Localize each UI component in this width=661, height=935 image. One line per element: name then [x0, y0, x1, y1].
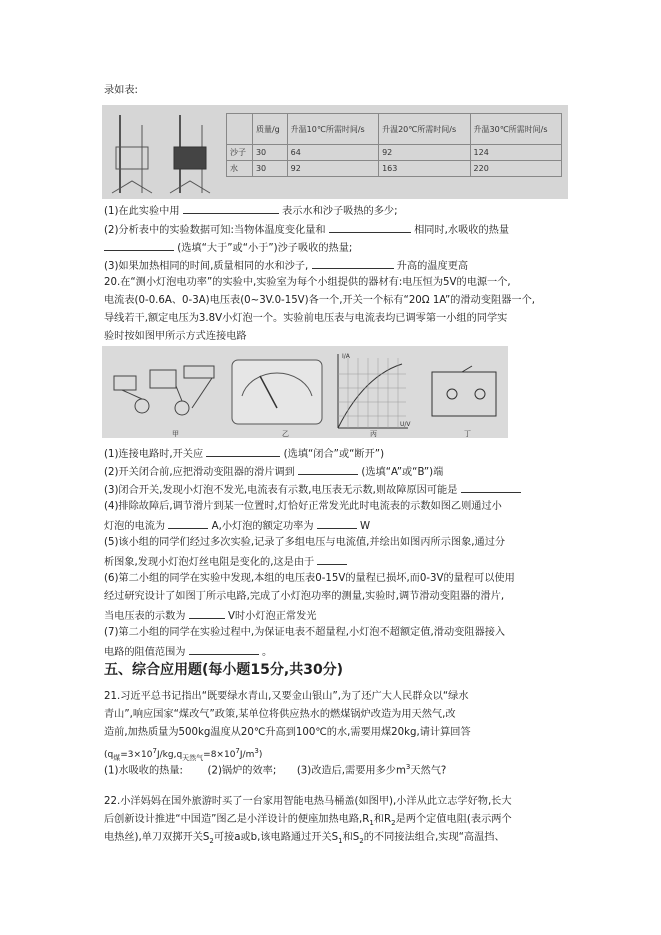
q20-figure-photo [102, 346, 508, 438]
q20-part5: (5)该小组的同学们经过多次实验,记录了多组电压与电流值,并绘出如图丙所示图象,通过分 [104, 537, 506, 548]
q20-text: 析图象,发现小灯泡灯丝电阻是变化的,这是由于 [104, 557, 315, 568]
q20-part4: (4)排除故障后,调节滑片到某一位置时,灯恰好正常发光此时电流表的示数如图乙则通过小 [104, 501, 502, 512]
q19-experiment-photo [102, 105, 568, 199]
answer-blank[interactable] [329, 222, 411, 233]
q21-line: 造前,加热质量为500kg温度从20℃升高到100℃的水,需要用煤20kg,请计算回答 [104, 727, 471, 738]
answer-blank[interactable] [189, 608, 225, 619]
q20-text: (1)连接电路时,开关应 [104, 449, 204, 460]
answer-blank[interactable] [206, 446, 280, 457]
const-text: 煤 [113, 753, 121, 762]
section-heading: 五、综合应用题(每小题15分,共30分) [104, 662, 344, 678]
table-cell: 124 [470, 145, 561, 161]
intro-text: 录如表: [104, 85, 138, 96]
answer-blank[interactable] [189, 644, 259, 655]
q22-text: 后创新设计推进“中国造”图乙是小洋设计的便座加热电路,R [104, 814, 370, 825]
answer-blank[interactable] [104, 240, 174, 251]
table-header-row [227, 114, 562, 145]
q20-line: 导线若干,额定电压为3.8V小灯泡一个。实验前电压表与电流表均已调零第一小组的同学实 [104, 313, 508, 324]
q21-text: (1)水吸收的热量: [104, 765, 183, 777]
q19-part2 [104, 222, 509, 238]
q19-p1-text: (1)在此实验中用 [104, 206, 180, 217]
const-text: 7 [152, 747, 157, 755]
q21-text: 天然气? [410, 765, 447, 777]
table-header-cell: 升温10℃所需时间/s [287, 114, 378, 145]
q20-text: 电路的阻值范围为 [104, 647, 186, 658]
q20-part6-cont: 经过研究设计了如图丁所示电路,完成了小灯泡功率的测量,实验时,调节滑动变阻器的滑片, [104, 591, 505, 602]
const-text: (q [104, 750, 114, 760]
q20-text: (选填“闭合”或“断开”) [283, 449, 385, 460]
q20-part7: (7)第二小组的同学在实验过程中,为保证电表不超量程,小灯泡不超额定值,滑动变阻器接入 [104, 627, 506, 638]
circuit-ding-icon [432, 366, 496, 416]
fig-label-yi: 乙 [282, 430, 289, 438]
q19-part3 [104, 258, 468, 274]
table-cell: 220 [470, 161, 561, 177]
axis-i-label: I/A [342, 353, 350, 360]
ammeter-yi-icon [232, 360, 322, 424]
q20-part4-cont [104, 518, 370, 534]
table-cell: 92 [379, 145, 470, 161]
q20-line: 电流表(0-0.6A、0-3A)电压表(0~3V.0-15V)各一个,开关一个标有“20Ω 1A”的滑动变阻器一个, [104, 295, 536, 306]
q19-p3-text: (3)如果加热相同的时间,质量相同的水和沙子, [104, 261, 309, 272]
q19-p2-text: 相同时,水吸收的热量 [414, 225, 510, 236]
answer-blank[interactable] [317, 554, 347, 565]
q20-text: (选填“A”或“B”)端 [361, 467, 444, 478]
q22-line2 [104, 813, 512, 830]
q20-part7-cont [104, 644, 272, 660]
q22-text: 1 [369, 819, 374, 828]
const-text: ) [258, 750, 263, 760]
q22-text: 2 [391, 819, 396, 828]
table-row [227, 145, 562, 161]
q20-text: (3)闭合开关,发现小灯泡不发光,电流表有示数,电压表无示数,则故障原因可能是 [104, 485, 458, 496]
q20-line: 20.在“测小灯泡电功率”的实验中,实验室为每个小组提供的器材有:电压恒为5V的电源一个, [104, 277, 511, 288]
table-header-cell: 质量/g [252, 114, 287, 145]
q21-text: (2)锅炉的效率; [207, 765, 277, 777]
q22-text: 的不同接法组合,实现“高温挡、 [363, 832, 505, 843]
q21-line: 21.习近平总书记指出“既要绿水青山,又要金山银山”,为了还广大人民群众以“绿水 [104, 691, 469, 702]
q20-text: 当电压表的示数为 [104, 611, 186, 622]
q19-p2-text: (2)分析表中的实验数据可知:当物体温度变化量和 [104, 225, 326, 236]
q22-text: 2 [209, 837, 214, 846]
q20-part2 [104, 464, 443, 480]
table-row [227, 161, 562, 177]
q20-line: 验时按如图甲所示方式连接电路 [104, 331, 247, 342]
q22-text: 可接a或b,该电路通过开关S [213, 832, 339, 843]
q19-p1-text: 表示水和沙子吸热的多少; [282, 206, 398, 217]
q20-part5-cont [104, 554, 347, 570]
q21-subquestions [104, 760, 446, 778]
const-text: J/kg,q [156, 750, 183, 760]
q20-text: W [360, 521, 371, 532]
q19-p2-text: (选填“大于”或“小于”)沙子吸收的热量; [177, 243, 353, 254]
circuit-figure [102, 346, 508, 438]
const-text: =3×10 [120, 750, 153, 760]
table-cell: 163 [379, 161, 470, 177]
table-header-cell [227, 114, 253, 145]
axis-u-label: U/V [400, 421, 411, 428]
const-text: =8×10 [203, 750, 236, 760]
answer-blank[interactable] [317, 518, 357, 529]
q20-part1 [104, 446, 384, 462]
q20-text: A,小灯泡的额定功率为 [211, 521, 314, 532]
apparatus-jia-icon [114, 366, 214, 415]
iu-graph-bing-icon [338, 354, 408, 428]
const-text: 7 [235, 747, 240, 755]
data-table [226, 113, 562, 177]
q21-text: (3)改造后,需要用多少m [296, 765, 406, 777]
answer-blank[interactable] [168, 518, 208, 529]
q20-part6-cont2 [104, 608, 316, 624]
q22-text: 和S [342, 832, 360, 843]
q19-part1 [104, 203, 398, 219]
q19-part2-cont [104, 240, 352, 256]
const-text: 3 [254, 747, 259, 755]
table-header-cell: 升温30℃所需时间/s [470, 114, 561, 145]
answer-blank[interactable] [312, 258, 394, 269]
fig-label-jia: 甲 [172, 430, 179, 438]
table-cell: 沙子 [227, 145, 253, 161]
q20-text: (2)开关闭合前,应把滑动变阻器的滑片调到 [104, 467, 295, 478]
table-cell: 92 [287, 161, 378, 177]
q19-p3-text: 升高的温度更高 [396, 261, 469, 272]
q22-text: 和R [373, 814, 392, 825]
q22-line: 22.小洋妈妈在国外旅游时买了一台家用智能电热马桶盖(如图甲),小洋从此立志学好物,长大 [104, 796, 512, 807]
q21-text: 3 [405, 763, 411, 771]
q20-text: V时小灯泡正常发光 [228, 611, 317, 622]
q22-line3 [104, 831, 505, 848]
answer-blank[interactable] [183, 203, 279, 214]
q22-text: 电热丝),单刀双掷开关S [104, 832, 210, 843]
answer-blank[interactable] [298, 464, 358, 475]
table-cell: 30 [252, 161, 287, 177]
table-header-cell: 升温20℃所需时间/s [379, 114, 470, 145]
q21-line: 青山”,响应国家“煤改气”政策,某单位将供应热水的燃煤锅炉改造为用天然气,改 [104, 709, 456, 720]
q20-text: 灯泡的电流为 [104, 521, 166, 532]
fig-label-bing: 丙 [370, 430, 377, 438]
fig-label-ding: 丁 [464, 430, 471, 438]
const-text: 天然气 [182, 753, 204, 762]
q20-part6: (6)第二小组的同学在实验中发现,本组的电压表0-15V的量程已损坏,而0-3V的量程可以使用 [104, 573, 515, 584]
table-cell: 30 [252, 145, 287, 161]
q22-text: 1 [338, 837, 343, 846]
table-cell: 64 [287, 145, 378, 161]
q20-text: 。 [262, 647, 273, 658]
q22-text: 是两个定值电阻(表示两个 [395, 814, 512, 825]
const-text: J/m [239, 750, 255, 760]
beaker-apparatus-icon [102, 105, 222, 199]
table-cell: 水 [227, 161, 253, 177]
q20-part3 [104, 482, 521, 498]
q22-text: 2 [359, 837, 364, 846]
answer-blank[interactable] [461, 482, 521, 493]
